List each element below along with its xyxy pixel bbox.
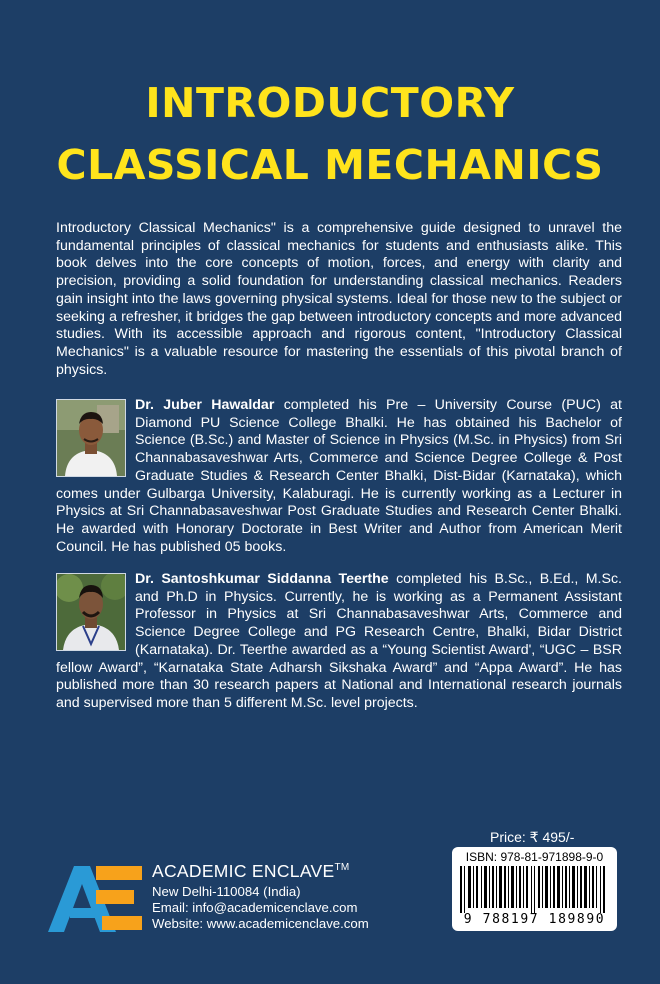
isbn-label: ISBN: 978-81-971898-9-0 — [465, 850, 604, 864]
title-line-1: INTRODUCTORY — [145, 79, 515, 127]
trademark-mark: TM — [334, 862, 350, 873]
book-title — [0, 72, 660, 196]
author-bio-2 — [56, 571, 622, 713]
author-name-2: Dr. Santoshkumar Siddanna Teerthe — [135, 571, 389, 587]
publisher-name-text: ACADEMIC ENCLAVE — [152, 861, 335, 881]
author-bio-text-2: completed his B.Sc., B.Ed., M.Sc. and Ph.D in Physics. Currently, he is working as a Permanent Assistant Professor in Physics at Sri Channabasaveshwar Arts, Commerce and Science Degree College and PG Research Centre, Bhalki, Bidar District (Karnataka). Dr. Teerthe awarded as a “Young Scientist Award', “UGC – BSR fellow Award”, “Karnataka State Adharsh Sikshaka Award” and “Appa Award”. He has published more than 30 research papers at National and International research journals and supervised more than 5 different M.Sc. level projects. — [56, 571, 622, 711]
author-photo-1 — [56, 399, 126, 477]
publisher-address: New Delhi-110084 (India) — [152, 884, 301, 899]
isbn-digits: 9 788197 189890 — [463, 912, 606, 927]
author-name-1: Dr. Juber Hawaldar — [135, 397, 275, 413]
publisher-website: Website: www.academicenclave.com — [152, 916, 369, 931]
barcode-icon — [460, 866, 609, 913]
title-line-2: CLASSICAL MECHANICS — [56, 141, 604, 189]
publisher-name — [152, 861, 349, 881]
publisher-email: Email: info@academicenclave.com — [152, 900, 358, 915]
author-bio-1 — [56, 397, 622, 556]
author-bio-text-1: completed his Pre – University Course (PUC) at Diamond PU Science College Bhalki. He has obtained his Bachelor of Science (B.Sc.) and Master of Science in Physics (M.Sc. in Physics) from Sri Channabasaveshwar Arts, Commerce and Science Degree College & Post Graduate Studies & Research Center Bhalki, Dist-Bidar (Karnataka), which comes under Gulbarga University, Kalaburagi. He is currently working as a Lecturer in Physics at Sri Channabasaveshwar Post Graduate Studies and Research Center Bhalki. He awarded with Honorary Doctorate in Best Writer and Author from American Merit Council. He has published 05 books. — [56, 397, 622, 555]
publisher-logo-icon — [48, 862, 144, 934]
price-label: Price: ₹ 495/- — [490, 829, 575, 845]
author-photo-2 — [56, 573, 126, 651]
isbn-barcode-block — [452, 847, 617, 931]
book-description: Introductory Classical Mechanics" is a comprehensive guide designed to unravel the fundamental principles of classical mechanics for students and enthusiasts alike. This book delves into the core concepts of motion, forces, and energy with clarity and precision, providing a solid foundation for understanding classical mechanics. Readers gain insight into the laws governing physical systems. Ideal for those new to the subject or seeking a refresher, it bridges the gap between introductory concepts and more advanced studies. With its accessible approach and rigorous content, "Introductory Classical Mechanics" is a valuable resource for mastering the essentials of this pivotal branch of physics. — [56, 220, 622, 378]
